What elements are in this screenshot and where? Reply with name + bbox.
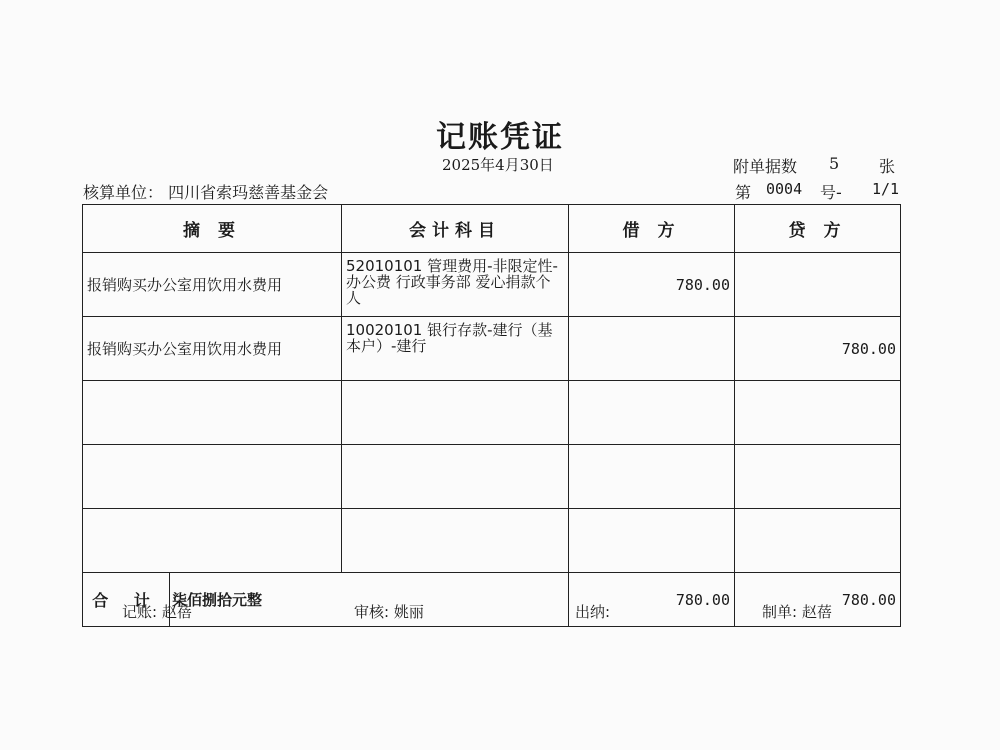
preparer-signature: 制单: 赵蓓 (762, 603, 832, 621)
row-credit (735, 381, 901, 445)
row-credit (735, 509, 901, 573)
attachments-label: 附单据数 (733, 157, 798, 176)
voucher-page: 1/1 (872, 180, 900, 198)
header-debit: 借 方 (569, 205, 735, 253)
table-row (83, 445, 901, 509)
total-amount-words: 柒佰捌拾元整 (172, 591, 263, 609)
reviewer-signature: 审核: 姚丽 (354, 603, 424, 621)
row-credit (735, 253, 901, 317)
row-summary (83, 445, 342, 509)
table-header-row (83, 205, 901, 253)
voucher-number-prefix: 第 (735, 183, 752, 202)
row-account: 52010101 管理费用-非限定性-办公费 行政事务部 爱心捐款个人 (342, 253, 569, 317)
row-account (342, 445, 569, 509)
header-credit: 贷 方 (735, 205, 901, 253)
row-debit (569, 509, 735, 573)
row-account (342, 381, 569, 445)
header-summary: 摘 要 (83, 205, 342, 253)
table-row (83, 509, 901, 573)
row-debit (569, 445, 735, 509)
row-summary: 报销购买办公室用饮用水费用 (83, 253, 342, 317)
row-debit (569, 381, 735, 445)
table-row (83, 317, 901, 381)
total-label: 合 计 (83, 573, 170, 626)
total-credit: 780.00 (735, 573, 901, 627)
row-credit (735, 445, 901, 509)
row-summary (83, 509, 342, 573)
attachments-unit: 张 (879, 157, 896, 176)
row-summary (83, 381, 342, 445)
table-row (83, 381, 901, 445)
total-debit: 780.00 (569, 573, 735, 627)
row-debit (569, 317, 735, 381)
row-summary: 报销购买办公室用饮用水费用 (83, 317, 342, 381)
accounting-unit: 核算单位： 四川省索玛慈善基金会 (83, 183, 329, 202)
cashier-signature: 出纳: (575, 603, 611, 621)
attachments-count: 5 (829, 154, 840, 173)
row-debit: 780.00 (569, 253, 735, 317)
voucher-number-suffix: 号- (820, 183, 842, 202)
row-account: 10020101 银行存款-建行（基本户）-建行 (342, 317, 569, 381)
table-row (83, 253, 901, 317)
row-account (342, 509, 569, 573)
header-account: 会计科目 (342, 205, 569, 253)
row-credit: 780.00 (735, 317, 901, 381)
voucher-date: 2025年4月30日 (442, 156, 554, 174)
bookkeeper-signature: 记账: 赵蓓 (122, 603, 192, 621)
voucher-table (82, 204, 901, 627)
voucher-title: 记账凭证 (436, 120, 564, 155)
voucher-number: 0004 (766, 180, 803, 198)
